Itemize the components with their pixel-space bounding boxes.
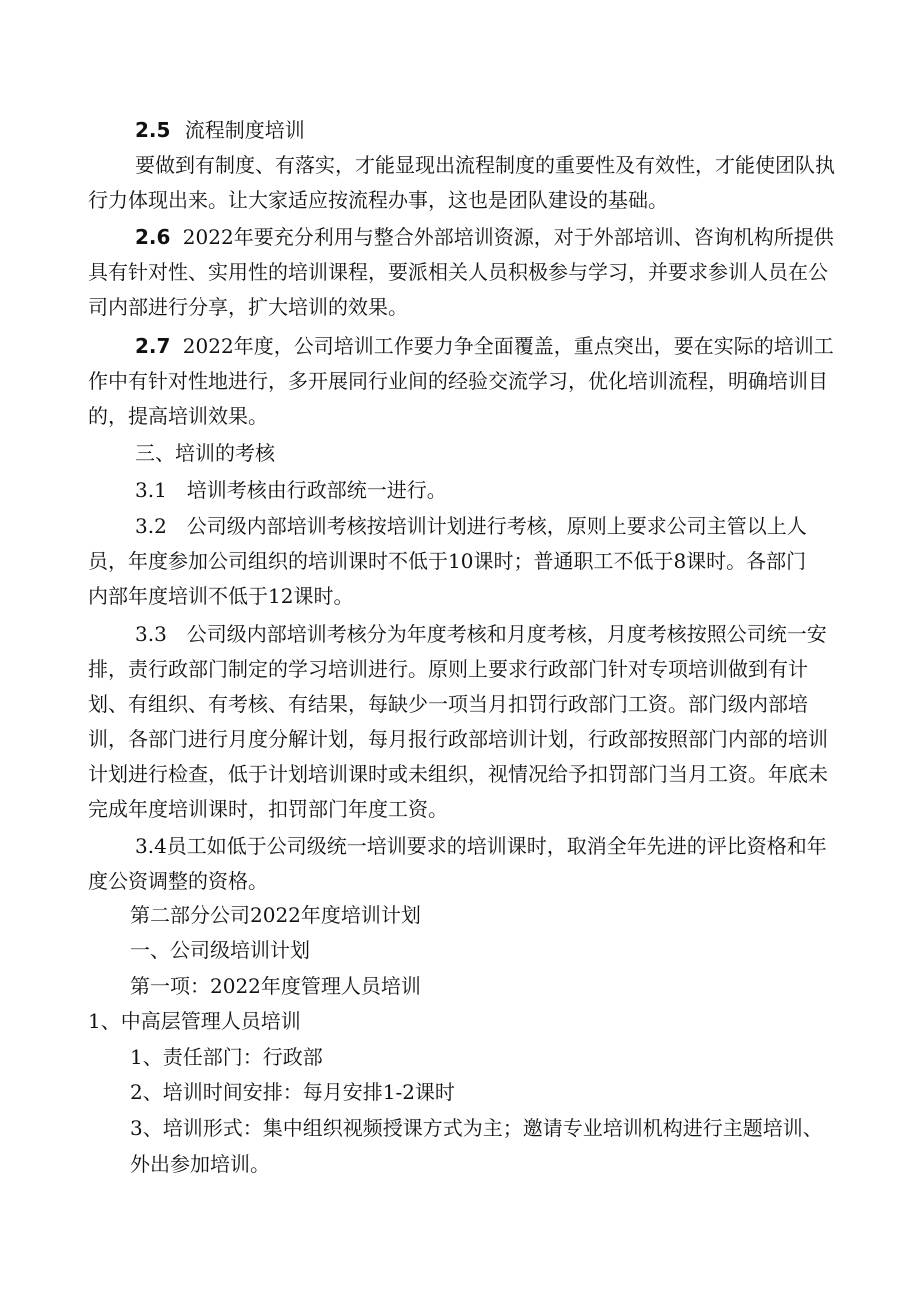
section-3-2-line-3: 内部年度培训不低于12课时。 [88,584,354,608]
section-3-4-line-2: 度公资调整的资格。 [88,869,268,893]
section-3-1: 3.1 培训考核由行政部统一进行。 [135,478,447,502]
section-3-2-line-1: 3.2 公司级内部培训考核按培训计划进行考核，原则上要求公司主管以上人 [135,514,807,538]
part-2-title: 第二部分公司2022年度培训计划 [130,903,421,927]
section-2-5-title: 流程制度培训 [184,118,305,142]
section-2-7-line-1 [135,333,834,359]
section-2-7-line-3: 的，提高培训效果。 [88,404,268,428]
part-2-list-item-3-line-1: 3、培训形式：集中组织视频授课方式为主；邀请专业培训机构进行主题培训、 [130,1116,823,1140]
part-2-heading-1: 1、中高层管理人员培训 [88,1009,301,1033]
section-2-5-number: 2.5 [135,118,171,142]
section-3-3-line-4: 训，各部门进行月度分解计划，每月报行政部培训计划，行政部按照部门内部的培训 [88,727,828,751]
section-2-7-number: 2.7 [135,334,171,358]
section-3-3-line-3: 划、有组织、有考核、有结果，每缺少一项当月扣罚行政部门工资。部门级内部培 [88,692,808,716]
section-2-6-text-1: 2022年要充分利用与整合外部培训资源，对于外部培训、咨询机构所提供 [182,225,834,249]
section-2-5-line-1: 要做到有制度、有落实，才能显现出流程制度的重要性及有效性，才能使团队执 [135,153,835,177]
section-2-6-line-1 [135,224,834,250]
section-2-7-text-1: 2022年度，公司培训工作要力争全面覆盖，重点突出，要在实际的培训工 [182,334,834,358]
section-2-6-line-3: 司内部进行分享，扩大培训的效果。 [88,295,408,319]
section-2-5-heading [135,117,305,143]
section-3-4-line-1: 3.4员工如低于公司级统一培训要求的培训课时，取消全年先进的评比资格和年 [135,834,827,858]
part-2-list-item-2: 2、培训时间安排：每月安排1-2课时 [130,1080,455,1104]
part-2-list-item-3-line-2: 外出参加培训。 [130,1152,270,1176]
section-2-6-line-2: 具有针对性、实用性的培训课程，要派相关人员积极参与学习，并要求参训人员在公 [88,260,828,284]
section-3-3-line-5: 计划进行检查，低于计划培训课时或未组织，视情况给予扣罚部门当月工资。年底未 [88,762,828,786]
section-3-3-line-1: 3.3 公司级内部培训考核分为年度考核和月度考核，月度考核按照公司统一安 [135,622,827,646]
section-2-6-number: 2.6 [135,225,171,249]
part-2-item-1: 第一项：2022年度管理人员培训 [130,974,421,998]
section-3-2-line-2: 员，年度参加公司组织的培训课时不低于10课时；普通职工不低于8课时。各部门 [88,549,807,573]
section-3-title: 三、培训的考核 [135,441,275,465]
part-2-list-item-1: 1、责任部门：行政部 [130,1045,323,1069]
section-3-3-line-6: 完成年度培训课时，扣罚部门年度工资。 [88,797,448,821]
section-3-3-line-2: 排，责行政部门制定的学习培训进行。原则上要求行政部门针对专项培训做到有计 [88,657,808,681]
part-2-subtitle: 一、公司级培训计划 [130,938,310,962]
section-2-5-line-2: 行力体现出来。让大家适应按流程办事，这也是团队建设的基础。 [88,188,668,212]
section-2-7-line-2: 作中有针对性地进行，多开展同行业间的经验交流学习，优化培训流程，明确培训目 [88,369,828,393]
